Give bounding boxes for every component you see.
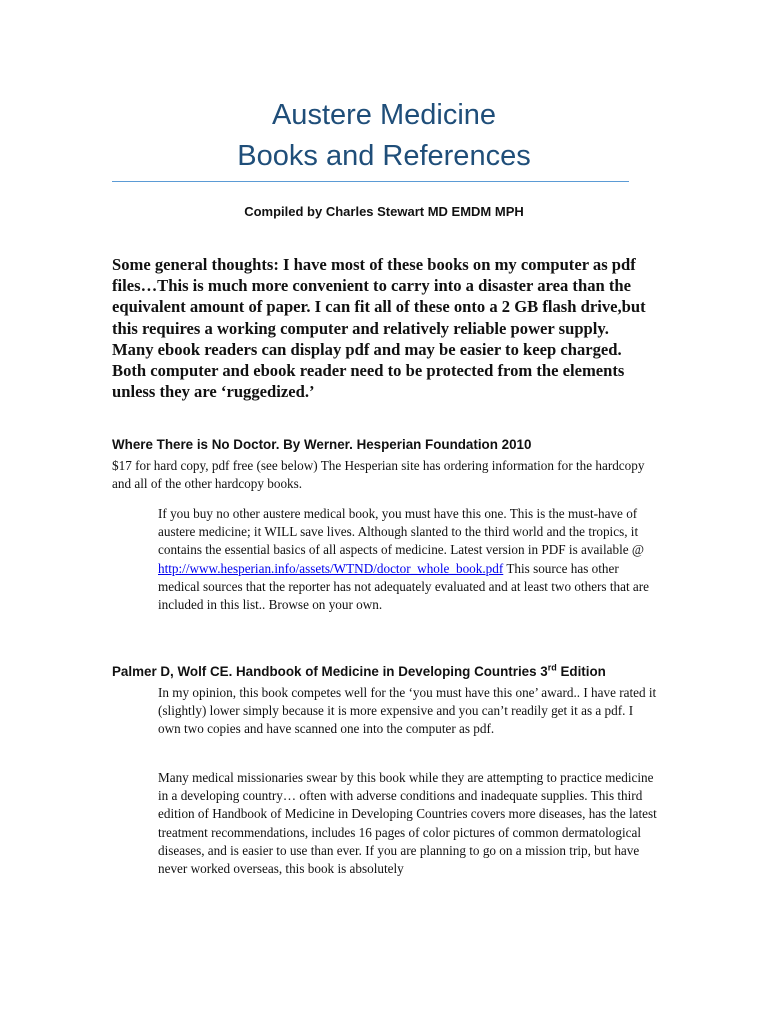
- heading-superscript: rd: [547, 662, 557, 673]
- entry-heading-handbook-of-medicine: [112, 663, 672, 681]
- entry-review-where-there-is-no-doctor: [158, 505, 658, 614]
- compiled-by-line: Compiled by Charles Stewart MD EMDM MPH: [244, 204, 524, 219]
- review-text-after-link: This source has other medical sources that the reporter has not adequately evaluated and at least two others that are included in this list.. Browse on your own.: [158, 560, 650, 613]
- price-note: $17 for hard copy, pdf free (see below) The Hesperian site has ordering information for the hardcopy and all of the other hardcopy books.: [112, 458, 645, 492]
- heading-main-text: Palmer D, Wolf CE. Handbook of Medicine in Developing Countries 3: [112, 664, 548, 679]
- intro-paragraph: Some general thoughts: I have most of these books on my computer as pdf files…This is much more convenient to carry into a disaster area than the equivalent amount of paper. I can fit all of these onto a 2 GB flash drive,but this requires a working computer and relatively reliable power supply. Many ebook readers can display pdf and may be easier to keep charged. Both computer and ebook reader need to be protected from the elements unless they are ‘ruggedized.’: [112, 255, 646, 402]
- heading-tail-text: Edition: [556, 664, 606, 679]
- entry-opinion-paragraph: In my opinion, this book competes well for the ‘you must have this one’ award.. I have rated it (slightly) lower simply because it is more expensive and you can’t readily get it as a pdf. I own two copies and have scanned one into the computer as pdf.: [158, 685, 657, 737]
- title-divider: [112, 181, 629, 182]
- document-title-line-1: Austere Medicine: [271, 99, 497, 131]
- entry-missionaries-paragraph: Many medical missionaries swear by this book while they are attempting to practice medicine in a developing country… often with adverse conditions and inadequate supplies. This third edition of Handbook of Medicine in Developing Countries covers more diseases, has the latest treatment recommendations, includes 16 pages of color pictures of common dermatological diseases, and is easier to use than ever. If you are planning to go on a mission trip, but have never worked overseas, this book is absolutely: [158, 770, 657, 877]
- entry-heading-where-there-is-no-doctor: Where There is No Doctor. By Werner. Hesperian Foundation 2010: [112, 437, 532, 452]
- document-title-line-2: Books and References: [237, 140, 531, 172]
- pdf-download-link[interactable]: http://www.hesperian.info/assets/WTND/doctor_whole_book.pdf: [158, 560, 504, 576]
- review-text-before-link: If you buy no other austere medical book, you must have this one. This is the must-have of austere medicine; it WILL save lives. Although slanted to the third world and the tropics, it contains the essential basics of all aspects of medicine. Latest version in PDF is available @: [158, 506, 645, 558]
